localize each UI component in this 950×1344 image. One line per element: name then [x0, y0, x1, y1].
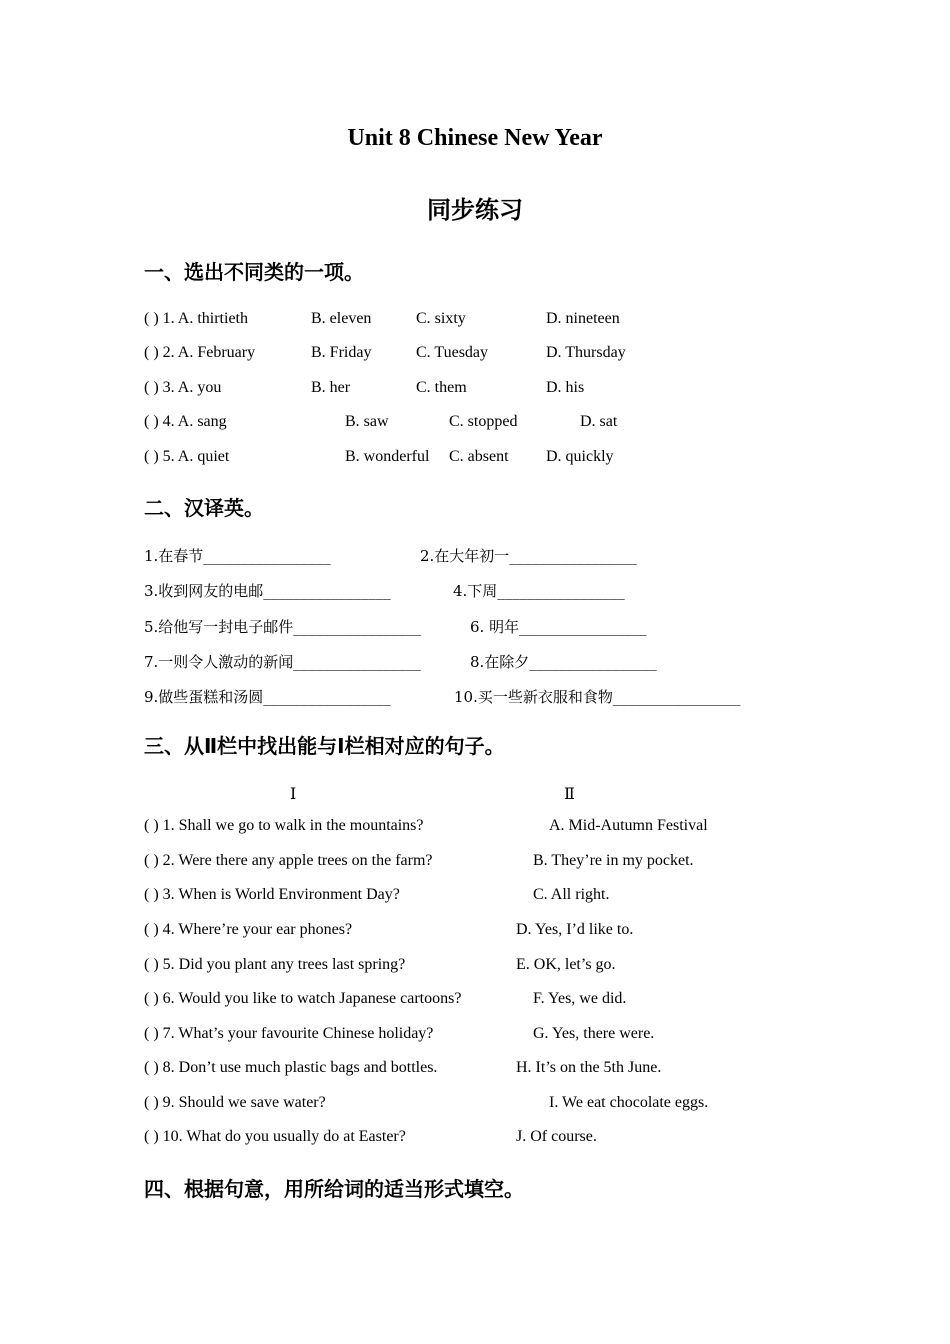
- s2-item-9: 9.做些蛋糕和汤圆_________________: [144, 688, 391, 706]
- s3-question-7: ( ) 7. What’s your favourite Chinese holiday?: [144, 1025, 434, 1042]
- s1-item-2-a: ( ) 2. A. February: [144, 344, 256, 361]
- s3-answer-f: F. Yes, we did.: [533, 990, 627, 1007]
- s2-item-8: 8.在除夕_________________: [470, 653, 657, 671]
- s1-item-2-b: B. Friday: [311, 344, 372, 361]
- s3-answer-h: H. It’s on the 5th June.: [516, 1059, 662, 1076]
- s1-item-3-d: D. his: [546, 379, 585, 396]
- s3-answer-e: E. OK, let’s go.: [516, 956, 616, 973]
- s3-answer-d: D. Yes, I’d like to.: [516, 921, 634, 938]
- s1-item-2-d: D. Thursday: [546, 344, 626, 361]
- s3-question-2: ( ) 2. Were there any apple trees on the farm?: [144, 852, 433, 869]
- s2-item-5: 5.给他写一封电子邮件_________________: [144, 618, 421, 636]
- s3-question-3: ( ) 3. When is World Environment Day?: [144, 886, 400, 903]
- s3-answer-i: I. We eat chocolate eggs.: [549, 1094, 709, 1111]
- s1-item-4-c: C. stopped: [449, 413, 518, 430]
- s3-question-8: ( ) 8. Don’t use much plastic bags and bottles.: [144, 1059, 438, 1076]
- section-4-heading: 四、根据句意，用所给词的适当形式填空。: [144, 1177, 524, 1201]
- s1-item-3-b: B. her: [311, 379, 351, 396]
- s2-item-1: 1.在春节_________________: [144, 547, 331, 565]
- section-1-heading: 一、选出不同类的一项。: [144, 260, 364, 284]
- section-3-heading: 三、从Ⅱ栏中找出能与Ⅰ栏相对应的句子。: [144, 734, 505, 758]
- s1-item-5-d: D. quickly: [546, 448, 614, 465]
- s1-item-4-a: ( ) 4. A. sang: [144, 413, 227, 430]
- s2-item-10: 10.买一些新衣服和食物_________________: [454, 688, 741, 706]
- s3-question-4: ( ) 4. Where’re your ear phones?: [144, 921, 353, 938]
- s1-item-4-d: D. sat: [580, 413, 618, 430]
- s3-question-5: ( ) 5. Did you plant any trees last spring?: [144, 956, 406, 973]
- s3-column-1-label: Ⅰ: [290, 786, 297, 803]
- s2-item-6: 6. 明年_________________: [470, 618, 647, 636]
- s1-item-3-c: C. them: [416, 379, 467, 396]
- s1-item-1-d: D. nineteen: [546, 310, 620, 327]
- s1-item-1-c: C. sixty: [416, 310, 466, 327]
- s3-question-10: ( ) 10. What do you usually do at Easter?: [144, 1128, 406, 1145]
- s3-answer-g: G. Yes, there were.: [533, 1025, 655, 1042]
- s1-item-1-a: ( ) 1. A. thirtieth: [144, 310, 248, 327]
- s1-item-5-c: C. absent: [449, 448, 509, 465]
- s2-item-3: 3.收到网友的电邮_________________: [144, 582, 391, 600]
- s3-column-2-label: Ⅱ: [564, 786, 575, 803]
- s3-question-1: ( ) 1. Shall we go to walk in the mountains?: [144, 817, 424, 834]
- s3-question-9: ( ) 9. Should we save water?: [144, 1094, 326, 1111]
- section-2-heading: 二、汉译英。: [144, 496, 264, 520]
- s1-item-5-a: ( ) 5. A. quiet: [144, 448, 230, 465]
- s3-answer-j: J. Of course.: [516, 1128, 597, 1145]
- s3-answer-a: A. Mid-Autumn Festival: [549, 817, 708, 834]
- s1-item-1-b: B. eleven: [311, 310, 372, 327]
- page-title: Unit 8 Chinese New Year: [347, 125, 603, 151]
- page-subtitle: 同步练习: [427, 196, 523, 224]
- s2-item-2: 2.在大年初一_________________: [420, 547, 637, 565]
- s2-item-7: 7.一则令人激动的新闻_________________: [144, 653, 421, 671]
- s3-answer-b: B. They’re in my pocket.: [533, 852, 694, 869]
- s1-item-3-a: ( ) 3. A. you: [144, 379, 222, 396]
- s2-item-4: 4.下周_________________: [453, 582, 625, 600]
- s1-item-5-b: B. wonderful: [345, 448, 430, 465]
- s3-answer-c: C. All right.: [533, 886, 610, 903]
- s1-item-4-b: B. saw: [345, 413, 389, 430]
- s1-item-2-c: C. Tuesday: [416, 344, 489, 361]
- s3-question-6: ( ) 6. Would you like to watch Japanese cartoons?: [144, 990, 462, 1007]
